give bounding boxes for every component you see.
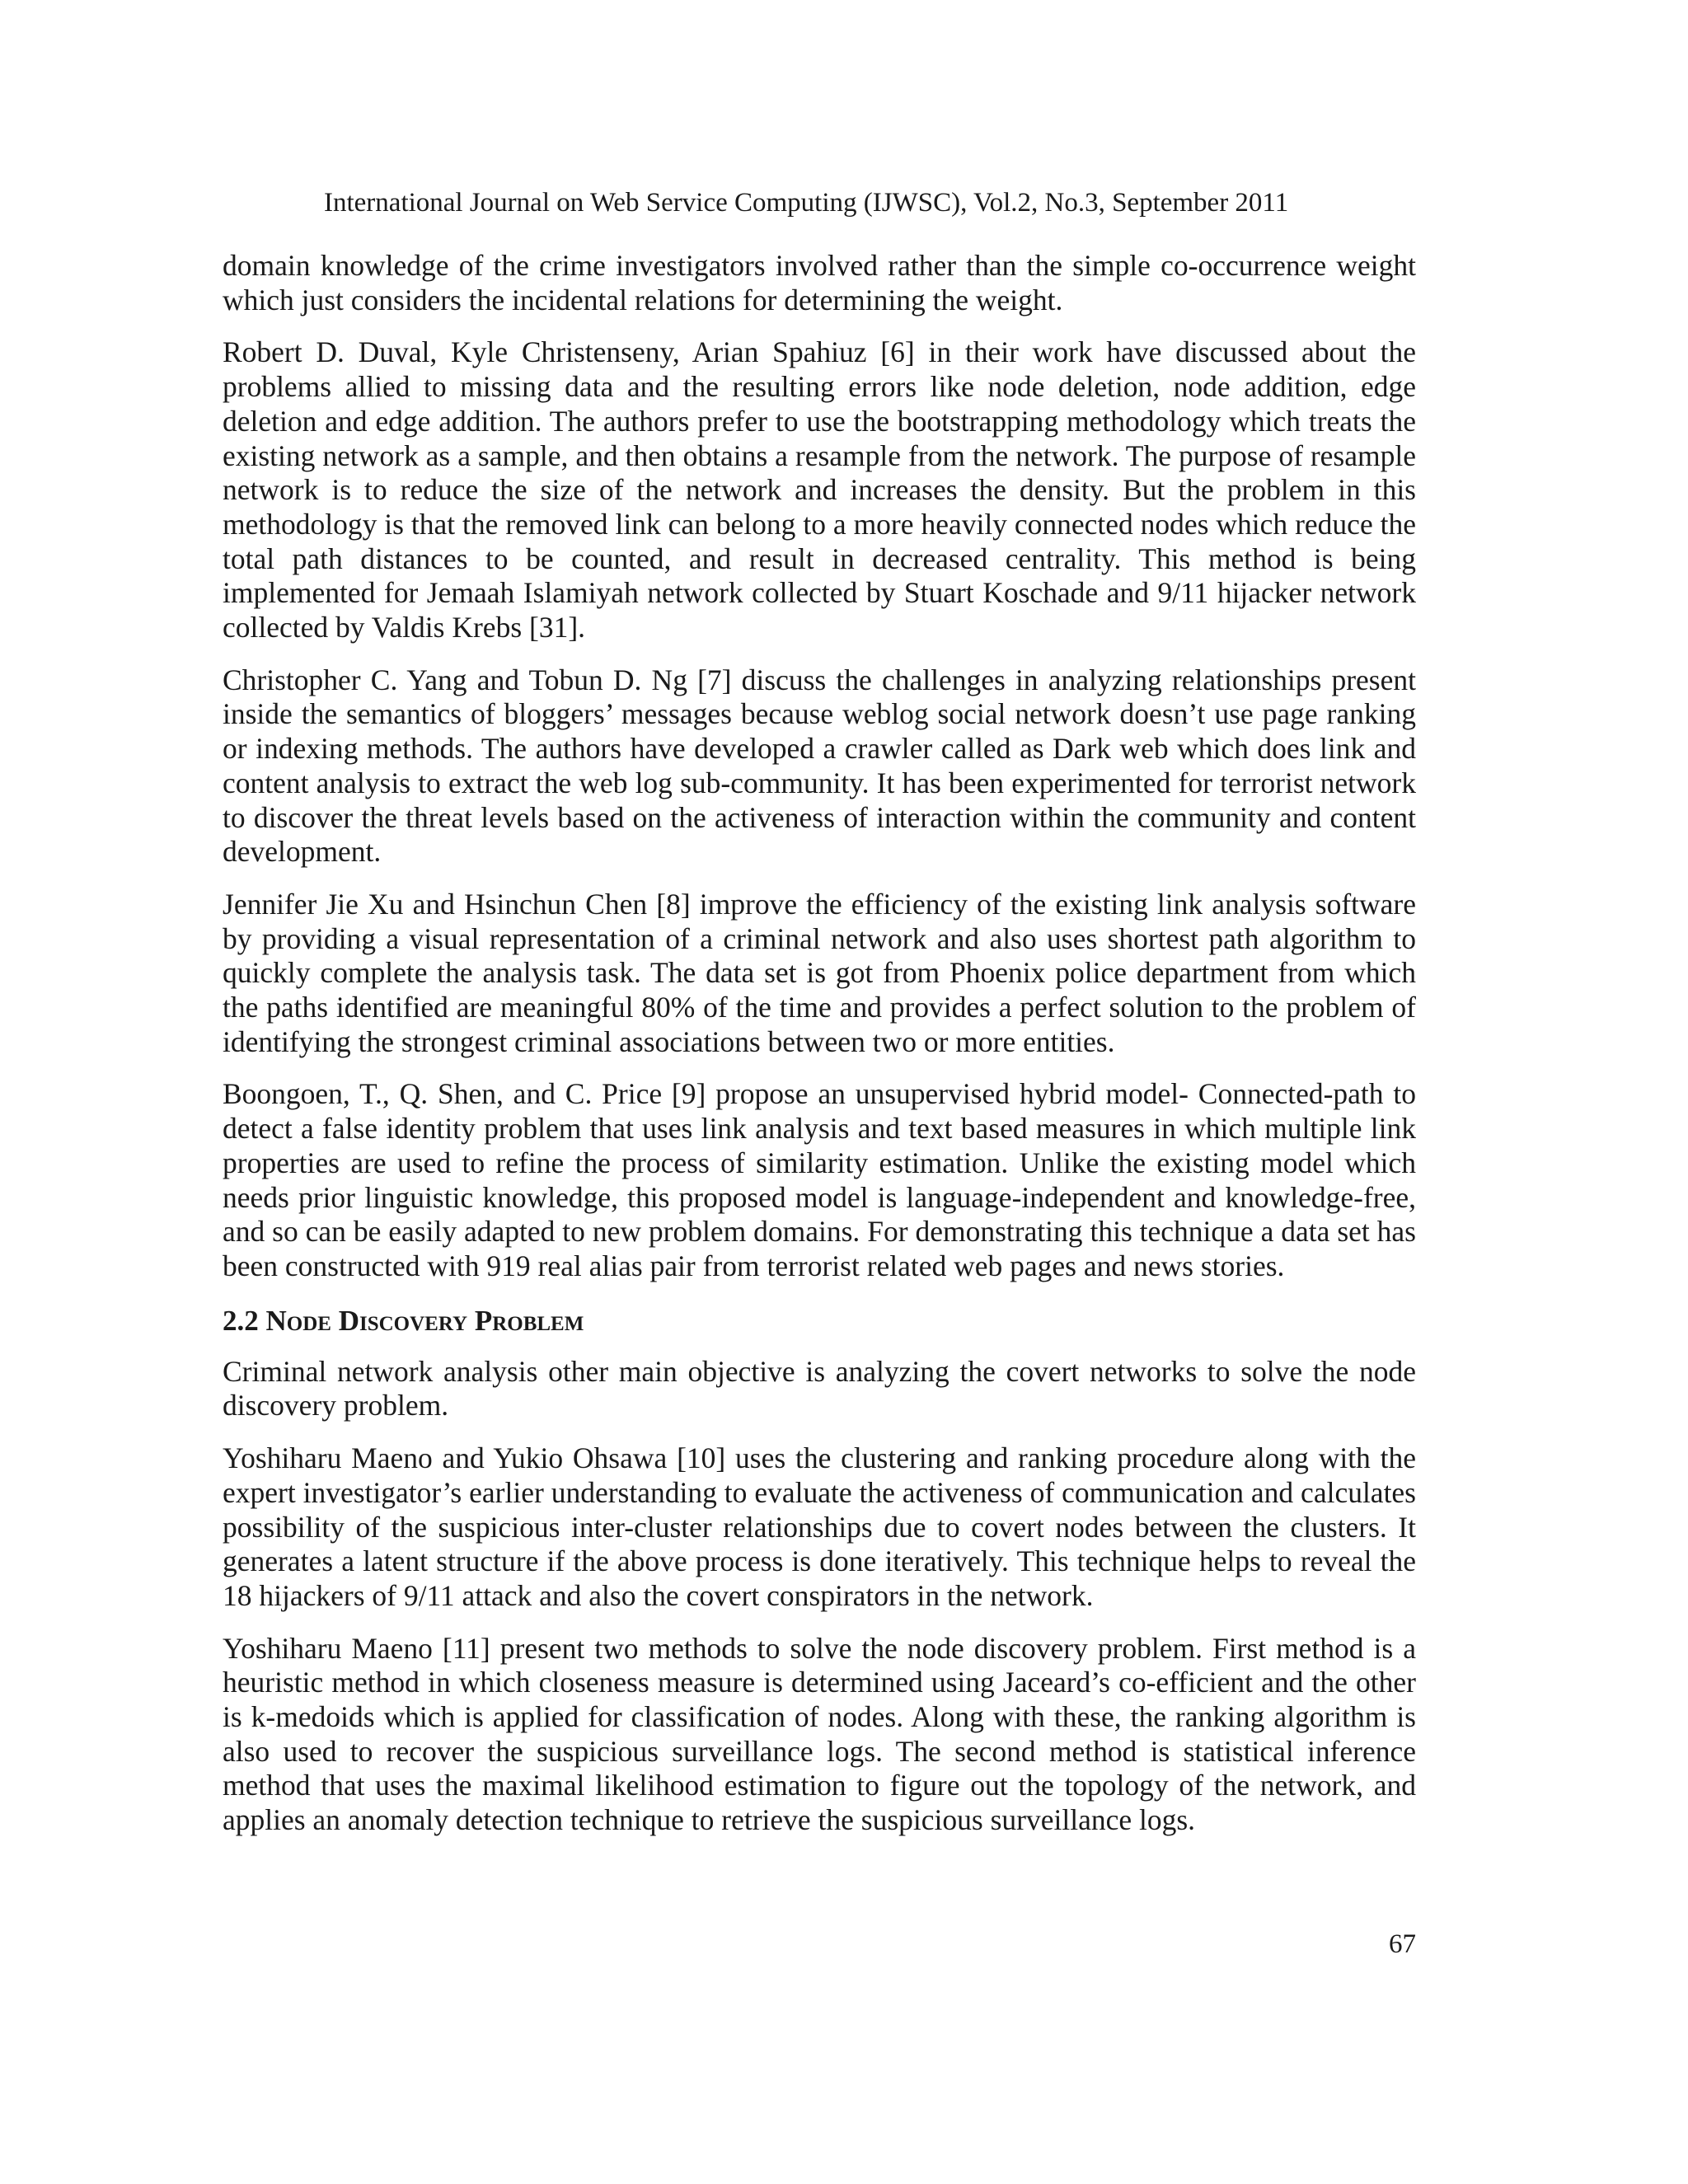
paragraph-cooccurrence-continuation: domain knowledge of the crime investigators involved rather than the simple co-occurrence weight which just considers the incidental relations for determining the weight. [223, 249, 1416, 316]
paragraph-yang-ng-dark-web: Christopher C. Yang and Tobun D. Ng [7] discuss the challenges in analyzing relationships present inside the semantics of bloggers’ messages because weblog social network doesn’t use page ranking or indexing methods. The authors have developed a crawler called as Dark web which does link and content analysis to extract the web log sub-community. It has been experimented for terrorist network to discover the threat levels based on the activeness of interaction within the community and content development. [223, 663, 1416, 869]
paragraph-maeno-two-methods: Yoshiharu Maeno [11] present two methods to solve the node discovery problem. First method is a heuristic method in which closeness measure is determined using Jaceard’s co-efficient and the other is k-medoids which is applied for classification of nodes. Along with these, the ranking algorithm is also used to recover the suspicious surveillance logs. The second method is statistical inference method that uses the maximal likelihood estimation to figure out the topology of the network, and applies an anomaly detection technique to retrieve the suspicious surveillance logs. [223, 1631, 1416, 1837]
paragraph-duval-bootstrapping: Robert D. Duval, Kyle Christenseny, Arian Spahiuz [6] in their work have discussed about the problems allied to missing data and the resulting errors like node deletion, node addition, edge deletion and edge addition. The authors prefer to use the bootstrapping methodology which treats the existing network as a sample, and then obtains a resample from the network. The purpose of resample network is to reduce the size of the network and increases the density. But the problem in this methodology is that the removed link can belong to a more heavily connected nodes which reduce the total path distances to be counted, and result in decreased centrality. This method is being implemented for Jemaah Islamiyah network collected by Stuart Koschade and 9/11 hijacker network collected by Valdis Krebs [31]. [223, 335, 1416, 644]
paragraph-maeno-ohsawa-clustering: Yoshiharu Maeno and Yukio Ohsawa [10] uses the clustering and ranking procedure along with the expert investigator’s earlier understanding to evaluate the activeness of communication and calculates possibility of the suspicious inter-cluster relationships due to covert nodes between the clusters. It generates a latent structure if the above process is done iteratively. This technique helps to reveal the 18 hijackers of 9/11 attack and also the covert conspirators in the network. [223, 1441, 1416, 1612]
body-text [223, 249, 1416, 1856]
page-number: 67 [1389, 1929, 1416, 1959]
paragraph-node-discovery-objective: Criminal network analysis other main objective is analyzing the covert networks to solve the node discovery problem. [223, 1354, 1416, 1422]
running-header: International Journal on Web Service Computing (IJWSC), Vol.2, No.3, September 2011 [324, 188, 1289, 218]
paragraph-xu-chen-link-analysis: Jennifer Jie Xu and Hsinchun Chen [8] improve the efficiency of the existing link analysis software by providing a visual representation of a criminal network and also uses shortest path algorithm to quickly complete the analysis task. The data set is got from Phoenix police department from which the paths identified are meaningful 80% of the time and provides a perfect solution to the problem of identifying the strongest criminal associations between two or more entities. [223, 887, 1416, 1058]
section-heading-node-discovery: 2.2 Node Discovery Problem [223, 1304, 584, 1337]
paragraph-boongoen-connected-path: Boongoen, T., Q. Shen, and C. Price [9] propose an unsupervised hybrid model- Connected-path to detect a false identity problem that uses link analysis and text based measures in which multiple link properties are used to refine the process of similarity estimation. Unlike the existing model which needs prior linguistic knowledge, this proposed model is language-independent and knowledge-free, and so can be easily adapted to new problem domains. For demonstrating this technique a data set has been constructed with 919 real alias pair from terrorist related web pages and news stories. [223, 1077, 1416, 1282]
